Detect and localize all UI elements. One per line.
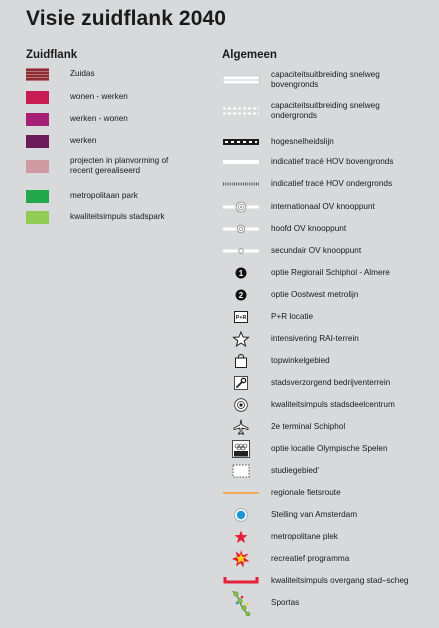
- number-2-icon: [222, 285, 260, 305]
- dotted-line-icon: [222, 174, 260, 194]
- algemeen-label-0: capaciteitsuitbreiding snelweg bovengronds: [271, 70, 380, 89]
- zuidflank-label-5: metropolitaan park: [70, 191, 138, 200]
- zuidflank-label-2: werken - wonen: [70, 114, 128, 123]
- orange-line-icon: [222, 483, 260, 503]
- shopping-bag-icon: [222, 351, 260, 371]
- algemeen-label-11: intensivering RAI-terrein: [271, 334, 359, 343]
- olympic-icon: [222, 439, 260, 459]
- number-1-glyph: 1: [238, 268, 244, 278]
- white-line-icon: [222, 152, 260, 172]
- swatch-2: [26, 113, 49, 126]
- node-large-icon: [222, 197, 260, 217]
- park-ride-glyph: P+R: [235, 315, 247, 321]
- algemeen-label-12: topwinkelgebied: [271, 356, 330, 365]
- algemeen-label-9: optie Oostwest metrolijn: [271, 290, 359, 299]
- swatch-6: [26, 211, 49, 224]
- algemeen-label-10: P+R locatie: [271, 312, 314, 321]
- swatch-0: [26, 68, 49, 81]
- double-line-solid-icon: [222, 70, 260, 90]
- number-2-glyph: 2: [238, 290, 244, 300]
- swatch-5: [26, 190, 49, 203]
- algemeen-label-3: indicatief tracé HOV bovengronds: [271, 157, 394, 166]
- algemeen-label-16: optie locatie Olympische Spelen: [271, 444, 388, 453]
- red-star-icon: [222, 527, 260, 547]
- zuidflank-heading: Zuidflank: [26, 49, 78, 61]
- algemeen-label-21: recreatief programma: [271, 554, 350, 563]
- swatch-4: [26, 160, 49, 173]
- zuidflank-label-4: projecten in planvorming of recent gerealiseerd: [70, 156, 169, 175]
- zuidflank-label-6: kwaliteitsimpuls stadspark: [70, 212, 165, 221]
- algemeen-label-5: internationaal OV knooppunt: [271, 202, 375, 211]
- algemeen-label-8: optie Regiorail Schiphol - Almere: [271, 268, 390, 277]
- algemeen-label-4: indicatief tracé HOV ondergronds: [271, 179, 393, 188]
- rail-line-icon: [222, 132, 260, 152]
- algemeen-label-17: studiegebied': [271, 466, 319, 475]
- swatch-1: [26, 91, 49, 104]
- algemeen-label-2: hogesnelheidslijn: [271, 137, 334, 146]
- zuidflank-label-3: werken: [70, 136, 97, 145]
- airplane-icon: [222, 417, 260, 437]
- algemeen-label-18: regionale fietsroute: [271, 488, 341, 497]
- algemeen-label-6: hoofd OV knooppunt: [271, 224, 347, 233]
- algemeen-label-22: kwaliteitsimpuls overgang stad–scheg: [271, 576, 409, 585]
- swatch-3: [26, 135, 49, 148]
- double-line-dashed-icon: [222, 101, 260, 121]
- number-1-icon: [222, 263, 260, 283]
- node-medium-icon: [222, 219, 260, 239]
- algemeen-label-15: 2e terminal Schiphol: [271, 422, 346, 431]
- yellow-burst-icon: [222, 549, 260, 569]
- green-sportas-icon: [222, 593, 260, 613]
- algemeen-label-13: stadsverzorgend bedrijventerrein: [271, 378, 391, 387]
- algemeen-heading: Algemeen: [222, 49, 277, 61]
- park-ride-icon: [222, 307, 260, 327]
- wrench-icon: [222, 373, 260, 393]
- algemeen-label-20: metropolitane plek: [271, 532, 338, 541]
- algemeen-label-7: secundair OV knooppunt: [271, 246, 362, 255]
- page-title: Visie zuidflank 2040: [26, 7, 227, 30]
- algemeen-label-19: Stelling van Amsterdam: [271, 510, 358, 519]
- node-small-icon: [222, 241, 260, 261]
- dashed-box-icon: [222, 461, 260, 481]
- algemeen-label-1: capaciteitsuitbreiding snelweg ondergronds: [271, 101, 380, 120]
- blue-circle-icon: [222, 505, 260, 525]
- algemeen-label-23: Sportas: [271, 598, 300, 607]
- algemeen-label-14: kwaliteitsimpuls stadsdeelcentrum: [271, 400, 395, 409]
- red-bracket-icon: [222, 571, 260, 591]
- star-outline-icon: [222, 329, 260, 349]
- zuidflank-label-1: wonen - werken: [70, 92, 128, 101]
- target-icon: [222, 395, 260, 415]
- zuidflank-label-0: Zuidas: [70, 69, 95, 78]
